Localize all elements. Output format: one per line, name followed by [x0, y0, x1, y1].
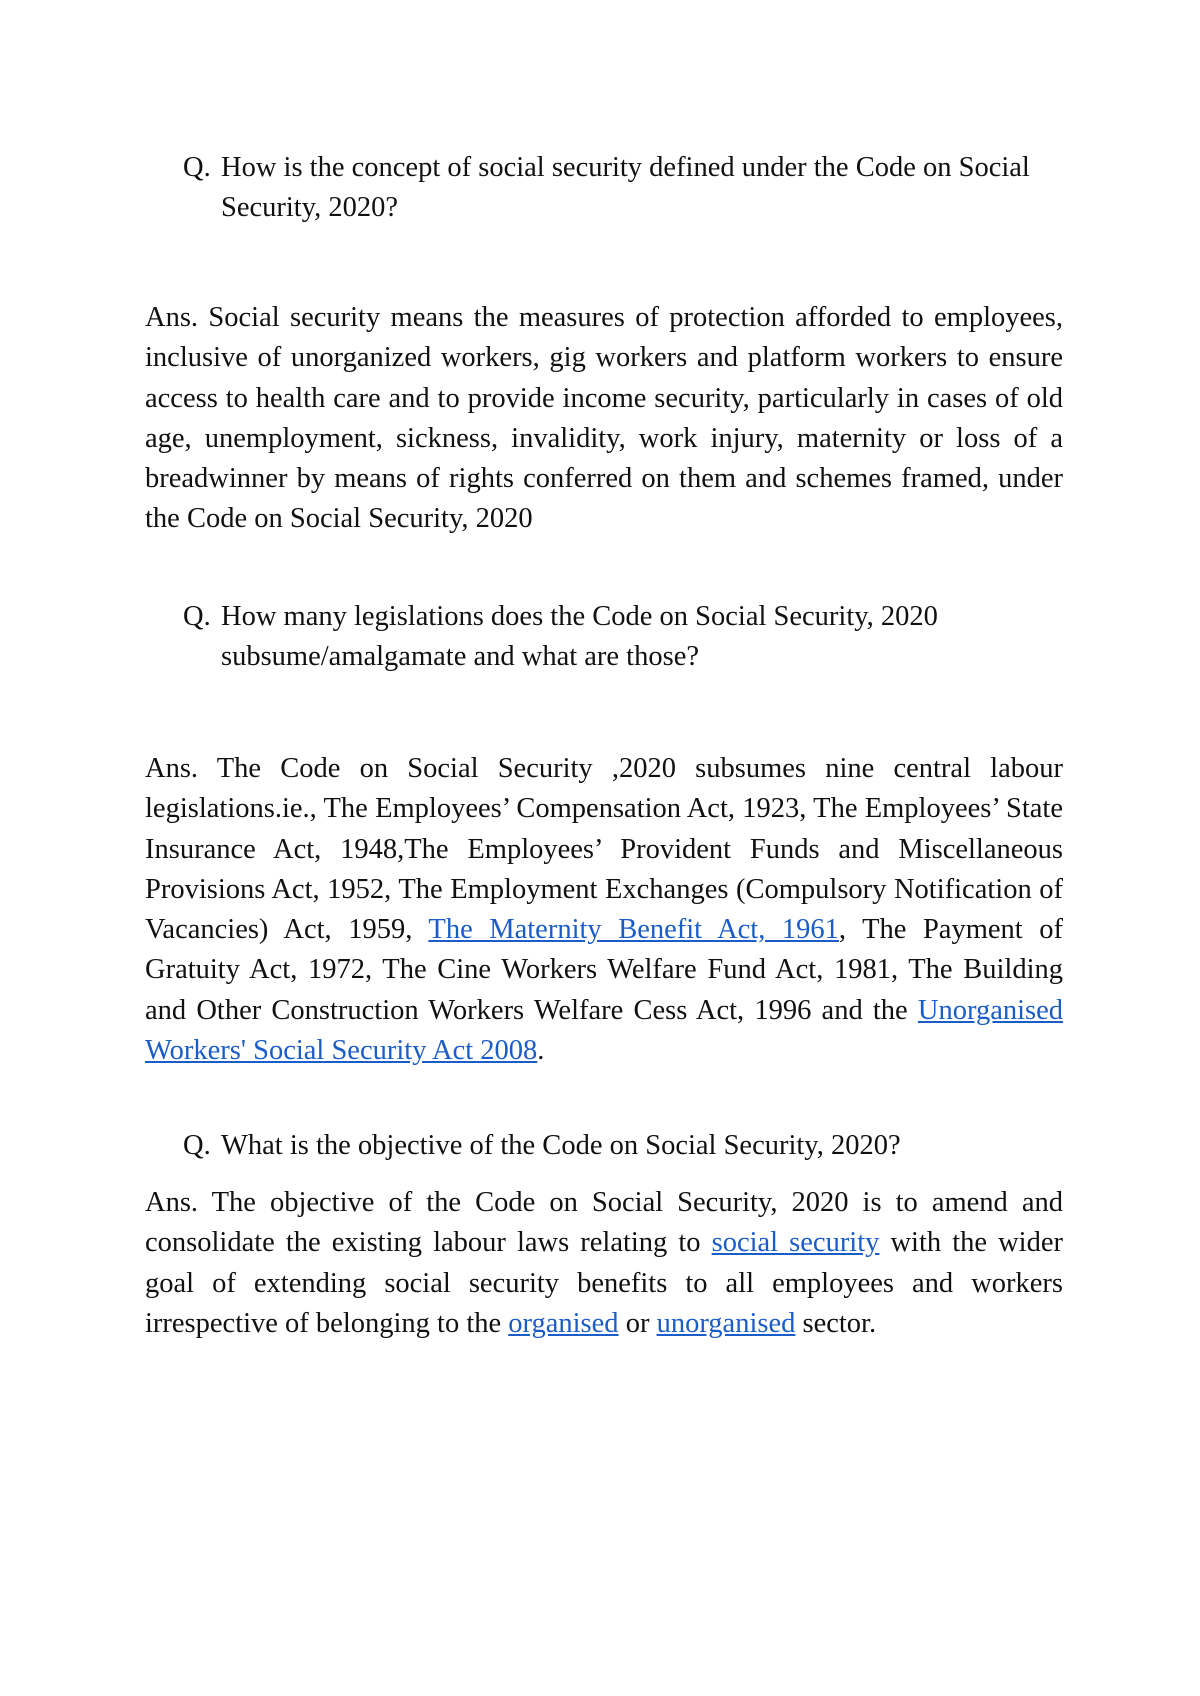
answer-3-text-1: The objective of the Code on Social Security, 2020 is to amend and consolidate the existing labour laws relating to — [145, 1187, 1063, 1259]
answer-2-text-2: , The Payment of Gratuity Act, 1972, The Cine Workers Welfare Fund Act, 1981, The Building and Other Construction Workers Welfare Cess Act, 1996 and the — [145, 914, 1063, 1026]
question-2-text: How many legislations does the Code on Social Security, 2020 subsume/amalgamate and what are those? — [221, 601, 938, 672]
question-2-label: Q. — [183, 601, 211, 632]
answer-1 — [145, 298, 1063, 540]
question-2 — [183, 597, 1063, 677]
unorganised-link[interactable]: unorganised — [656, 1307, 796, 1339]
question-1 — [183, 148, 1063, 228]
answer-2-text-3: . — [537, 1035, 545, 1067]
answer-2-text-1: The Code on Social Security ,2020 subsumes nine central labour legislations.ie., The Employees’ Compensation Act, 1923, The Employees’ State Insurance Act, 1948,The Employees’ Provident Funds and Miscellaneous Provisions Act, 1952, The Employment Exchanges (Compulsory Notification of Vacancies) Act, 1959, — [145, 753, 1063, 946]
answer-3-text-4: sector. — [802, 1307, 877, 1339]
question-3-text: What is the objective of the Code on Social Security, 2020? — [221, 1130, 901, 1161]
social-security-link[interactable]: social security — [711, 1227, 880, 1259]
answer-3-text-2: with the wider goal of extending social security benefits to all employees and workers irrespective of belonging to the — [145, 1227, 1063, 1339]
maternity-benefit-act-link[interactable]: The Maternity Benefit Act, 1961 — [428, 914, 839, 946]
organised-link[interactable]: organised — [508, 1307, 619, 1339]
question-3 — [183, 1126, 1063, 1166]
answer-3 — [145, 1183, 1063, 1344]
answer-1-text: Social security means the measures of protection afforded to employees, inclusive of unorganized workers, gig workers and platform workers to ensure access to health care and to provide income security, particularly in cases of old age, unemployment, sickness, invalidity, work injury, maternity or loss of a breadwinner by means of rights conferred on them and schemes framed, under the Code on Social Security, 2020 — [145, 302, 1063, 535]
answer-1-label: Ans. — [145, 302, 199, 333]
question-1-label: Q. — [183, 152, 211, 183]
answer-2-label: Ans. — [145, 753, 199, 784]
question-3-label: Q. — [183, 1130, 211, 1161]
unorganised-workers-act-link[interactable]: Unorganised Workers' Social Security Act 2008 — [145, 994, 1064, 1067]
answer-3-label: Ans. — [145, 1187, 199, 1218]
answer-3-text-3: or — [625, 1307, 650, 1339]
question-1-text: How is the concept of social security defined under the Code on Social Security, 2020? — [221, 152, 1030, 223]
answer-2 — [145, 749, 1063, 1071]
